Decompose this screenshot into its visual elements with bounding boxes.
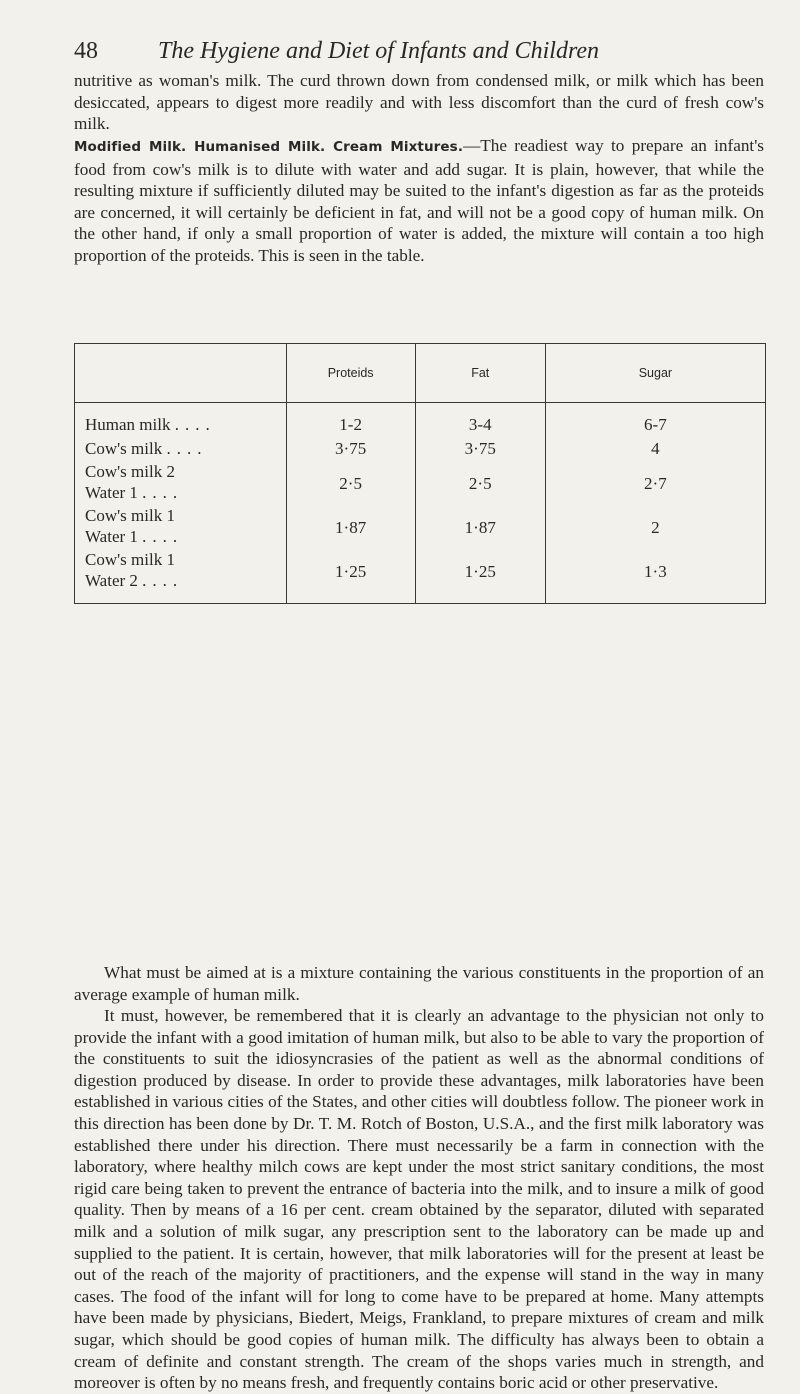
- paragraph-milk-laboratories: It must, however, be remembered that it is clearly an advantage to the physician not only to provide the infant with a good imitation of human milk, but also to be able to vary the proportion of the constituents to suit the idiosyncrasies of the patient as well as the abnormal conditions of digestion produced by disease. In order to provide these advantages, milk laboratories have been established in various cities of the States, and other cities will doubtless follow. The pioneer work in this direction has been done by Dr. T. M. Rotch of Boston, U.S.A., and the first milk laboratory was established there under his direction. There must necessarily be a farm in connection with the laboratory, where healthy milch cows are kept under the most strict sanitary conditions, the most rigid care being taken to prevent the entrance of bacteria into the milk, and to insure a milk of good quality. Then by means of a 16 per cent. cream obtained by the separator, diluted with separated milk and a solution of milk sugar, any prescription sent to the laboratory can be made up and supplied to the patient. It is certain, however, that milk laboratories will for the present at least be out of the reach of the majority of practitioners, and the expense will stand in the way in many cases. The food of the infant will for long to come have to be prepared at home. Many attempts have been made by physicians, Biedert, Meigs, Frankland, to prepare mixtures of cream and milk sugar, which should be good copies of human milk. The difficulty has always been to obtain a cream of definite and constant strength. The cream of the shops varies much in strength, and moreover is often by no means fresh, and frequently contains boric acid or other preservative.: [74, 1006, 764, 1393]
- running-title: The Hygiene and Diet of Infants and Children: [158, 38, 600, 64]
- paragraph-continuation: nutritive as woman's milk. The curd thrown down from condensed milk, or milk which has been desiccated, appears to digest more readily and with less discomfort than the curd of fresh cow's milk.: [74, 71, 764, 134]
- cell-fat: 3·75: [415, 439, 545, 461]
- column-header-sugar: Sugar: [545, 344, 765, 403]
- cell-fat: 2·5: [468, 474, 492, 493]
- row-label: Cow's milk: [85, 439, 163, 458]
- cell-proteids: 1·87: [335, 518, 367, 537]
- row-label: Human milk: [85, 415, 171, 434]
- table-row: [75, 439, 766, 461]
- composition-table: [74, 343, 766, 604]
- row-label-secondary: Water 1: [85, 483, 138, 502]
- cell-sugar: 1·3: [644, 562, 667, 581]
- page-number: 48: [74, 38, 98, 64]
- cell-sugar: 2: [651, 518, 660, 537]
- cell-sugar: 6-7: [545, 403, 765, 440]
- column-header-proteids: Proteids: [286, 344, 415, 403]
- table-row: [75, 461, 766, 505]
- cell-fat: 3-4: [415, 403, 545, 440]
- paragraph-aim: What must be aimed at is a mixture containing the various constituents in the proportion of an average example of human milk.: [74, 963, 764, 1004]
- row-label-secondary: Water 1: [85, 527, 138, 546]
- paragraph-modified-milk: [74, 135, 764, 267]
- cell-proteids: 2·5: [339, 474, 362, 493]
- section-text: —The readiest way to prepare an infant's food from cow's milk is to dilute with water and add sugar. It is plain, however, that while the resulting mixture if sufficiently diluted may be suited to the infant's digestion as far as the proteids are concerned, it will certainly be deficient in fat, and will not be a good copy of human milk. On the other hand, if only a small proportion of water is added, the mixture will contain a too high proportion of the proteids. This is seen in the table.: [74, 136, 764, 265]
- cell-proteids: 1·25: [335, 562, 367, 581]
- cell-fat: 1·25: [464, 562, 496, 581]
- row-label-secondary: Water 2: [85, 571, 138, 590]
- leader-dots: ....: [142, 527, 184, 546]
- leader-dots: ....: [142, 483, 184, 502]
- running-header: [74, 36, 760, 66]
- table-corner: [75, 344, 287, 403]
- table-row: [75, 505, 766, 549]
- column-header-fat: Fat: [415, 344, 545, 403]
- table-row: [75, 403, 766, 440]
- cell-proteids: 3·75: [286, 439, 415, 461]
- leader-dots: ....: [166, 439, 208, 458]
- section-heading: Modified Milk. Humanised Milk. Cream Mixtures.: [74, 139, 464, 155]
- row-label: Cow's milk 1: [85, 506, 175, 525]
- row-label: Cow's milk 1: [85, 550, 175, 569]
- row-label: Cow's milk 2: [85, 462, 175, 481]
- cell-proteids: 1-2: [286, 403, 415, 440]
- leader-dots: ....: [142, 571, 184, 590]
- cell-fat: 1·87: [464, 518, 496, 537]
- table-row: [75, 549, 766, 604]
- cell-sugar: 2·7: [644, 474, 667, 493]
- leader-dots: ....: [174, 415, 216, 434]
- cell-sugar: 4: [545, 439, 765, 461]
